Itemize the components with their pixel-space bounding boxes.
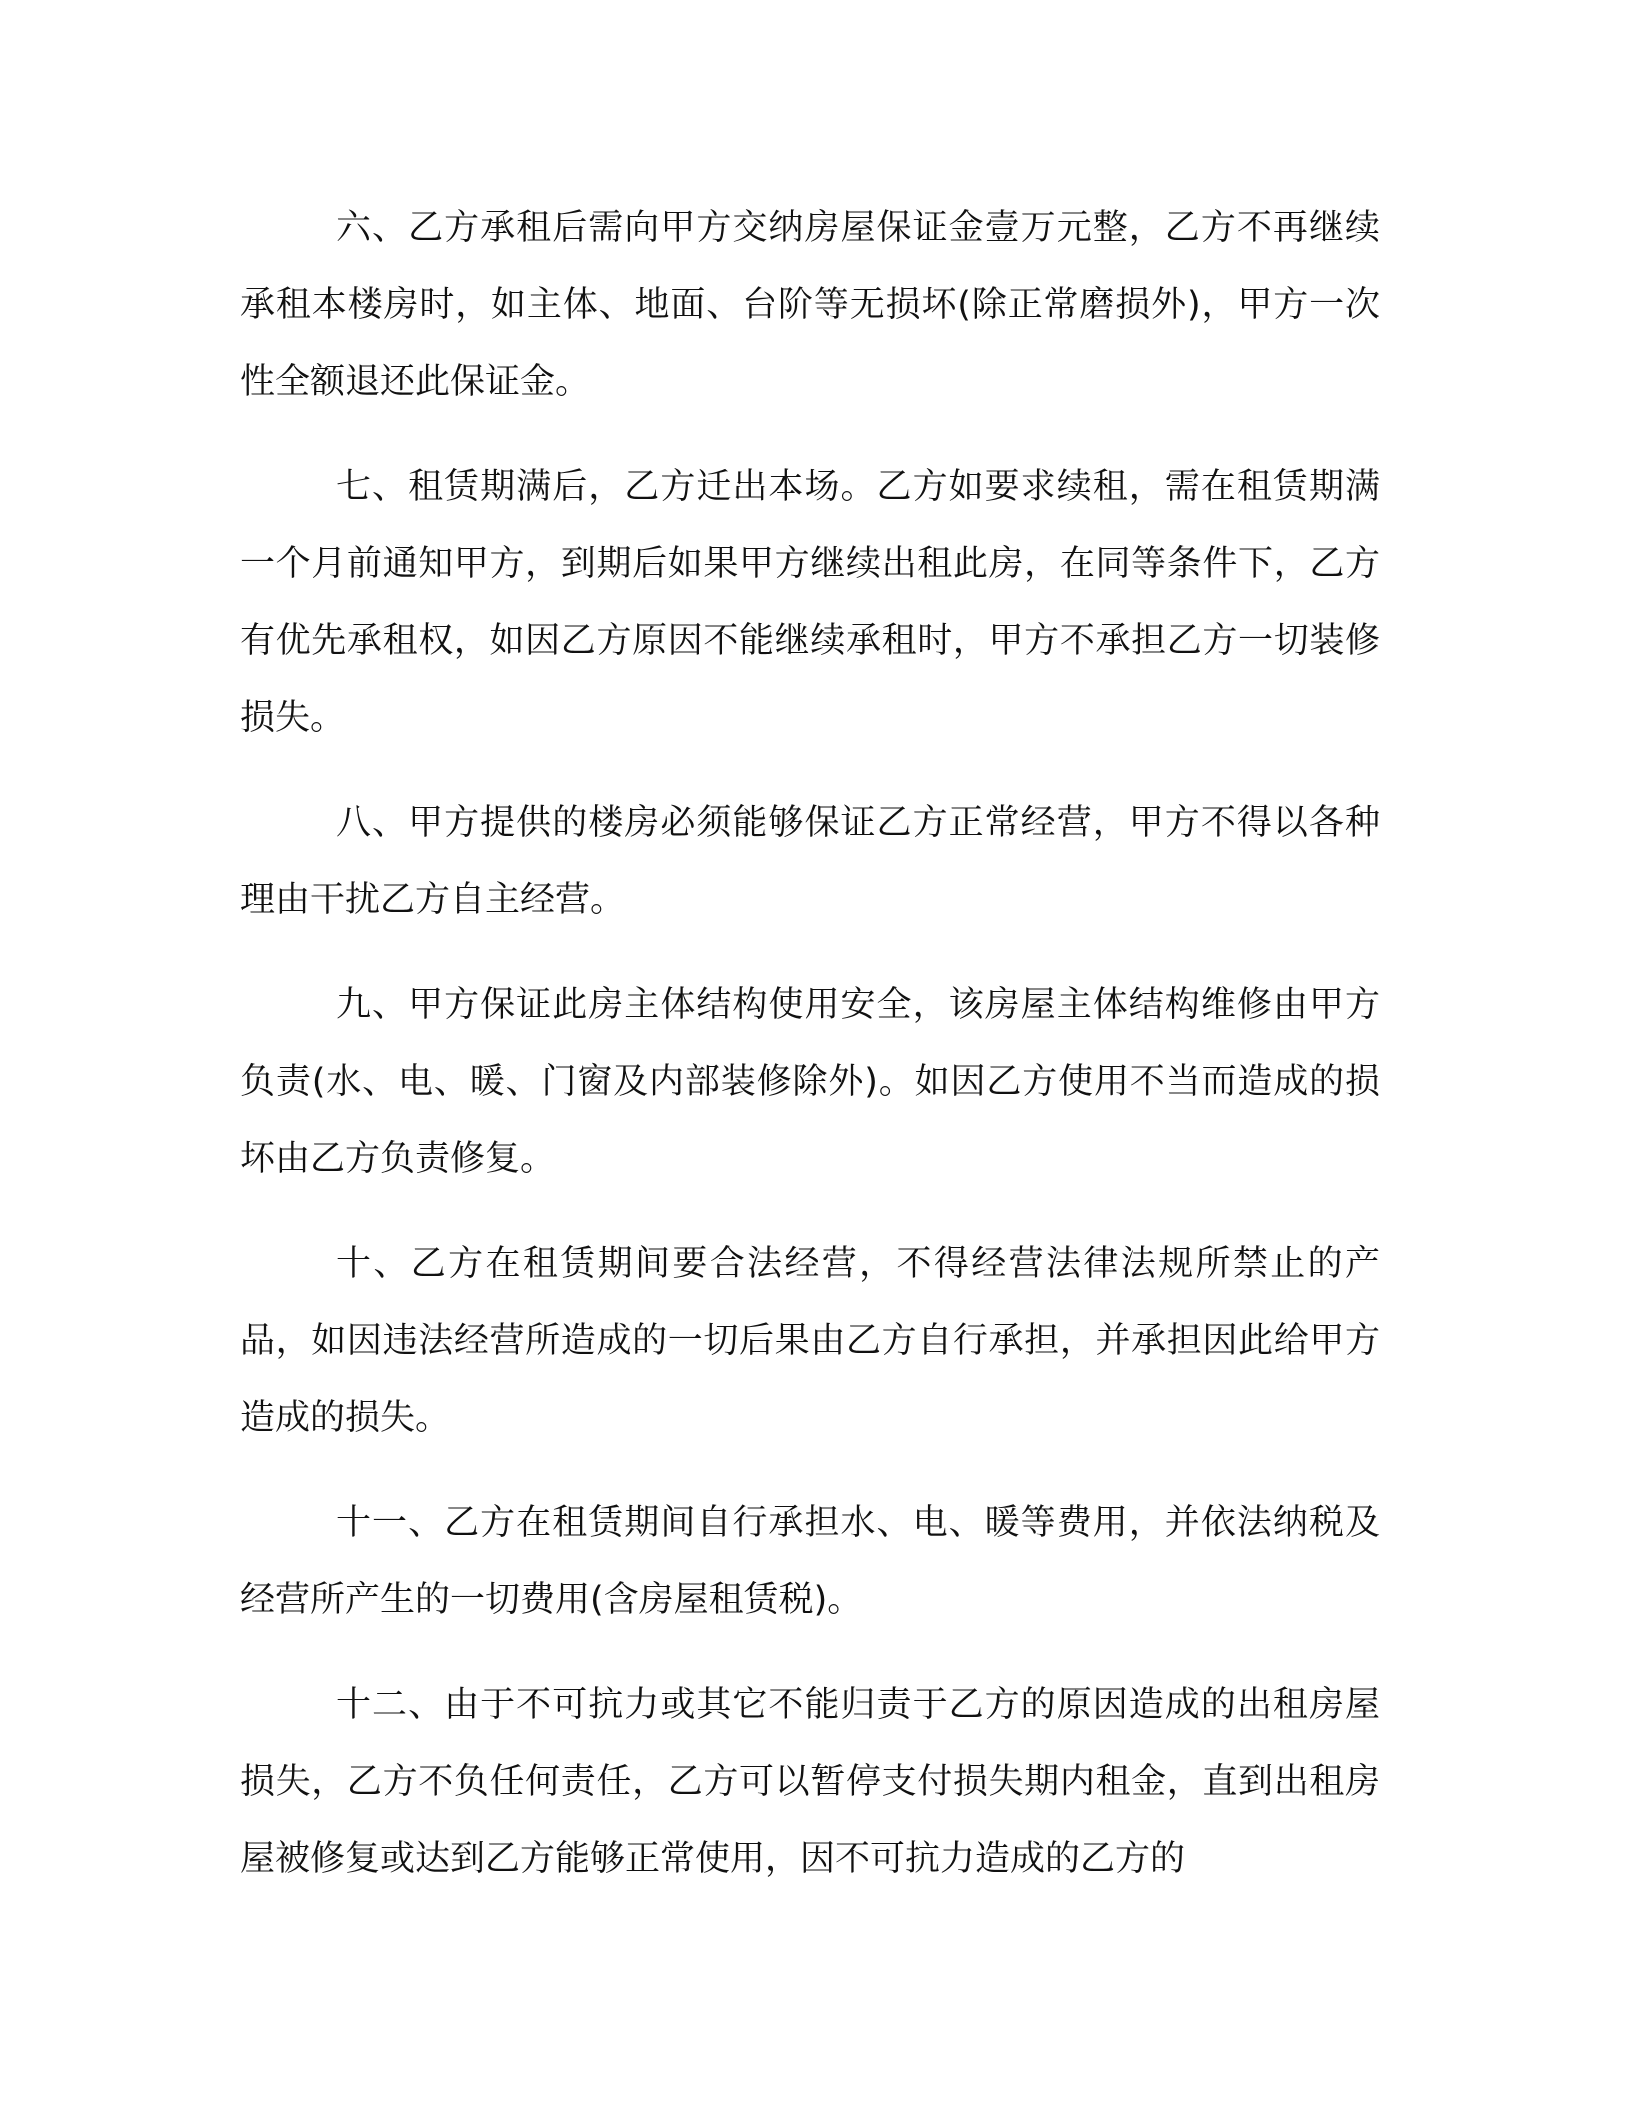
clause-6: 六、乙方承租后需向甲方交纳房屋保证金壹万元整，乙方不再继续承租本楼房时，如主体、地面、台阶等无损坏(除正常磨损外)，甲方一次性全额退还此保证金。 <box>240 208 1380 402</box>
clause-12: 十二、由于不可抗力或其它不能归责于乙方的原因造成的出租房屋损失，乙方不负任何责任，乙方可以暂停支付损失期内租金，直到出租房屋被修复或达到乙方能够正常使用，因不可抗力造成的乙方的 <box>240 1685 1380 1879</box>
clause-9: 九、甲方保证此房主体结构使用安全，该房屋主体结构维修由甲方负责(水、电、暖、门窗及内部装修除外)。如因乙方使用不当而造成的损坏由乙方负责修复。 <box>240 985 1380 1179</box>
clause-11: 十一、乙方在租赁期间自行承担水、电、暖等费用，并依法纳税及经营所产生的一切费用(含房屋租赁税)。 <box>240 1503 1380 1620</box>
clause-7: 七、租赁期满后，乙方迁出本场。乙方如要求续租，需在租赁期满一个月前通知甲方，到期后如果甲方继续出租此房，在同等条件下，乙方有优先承租权，如因乙方原因不能继续承租时，甲方不承担乙方一切装修损失。 <box>240 467 1380 738</box>
contract-body <box>240 190 1380 1898</box>
clause-10: 十、乙方在租赁期间要合法经营，不得经营法律法规所禁止的产品，如因违法经营所造成的一切后果由乙方自行承担，并承担因此给甲方造成的损失。 <box>240 1244 1380 1438</box>
clause-8: 八、甲方提供的楼房必须能够保证乙方正常经营，甲方不得以各种理由干扰乙方自主经营。 <box>240 803 1380 920</box>
